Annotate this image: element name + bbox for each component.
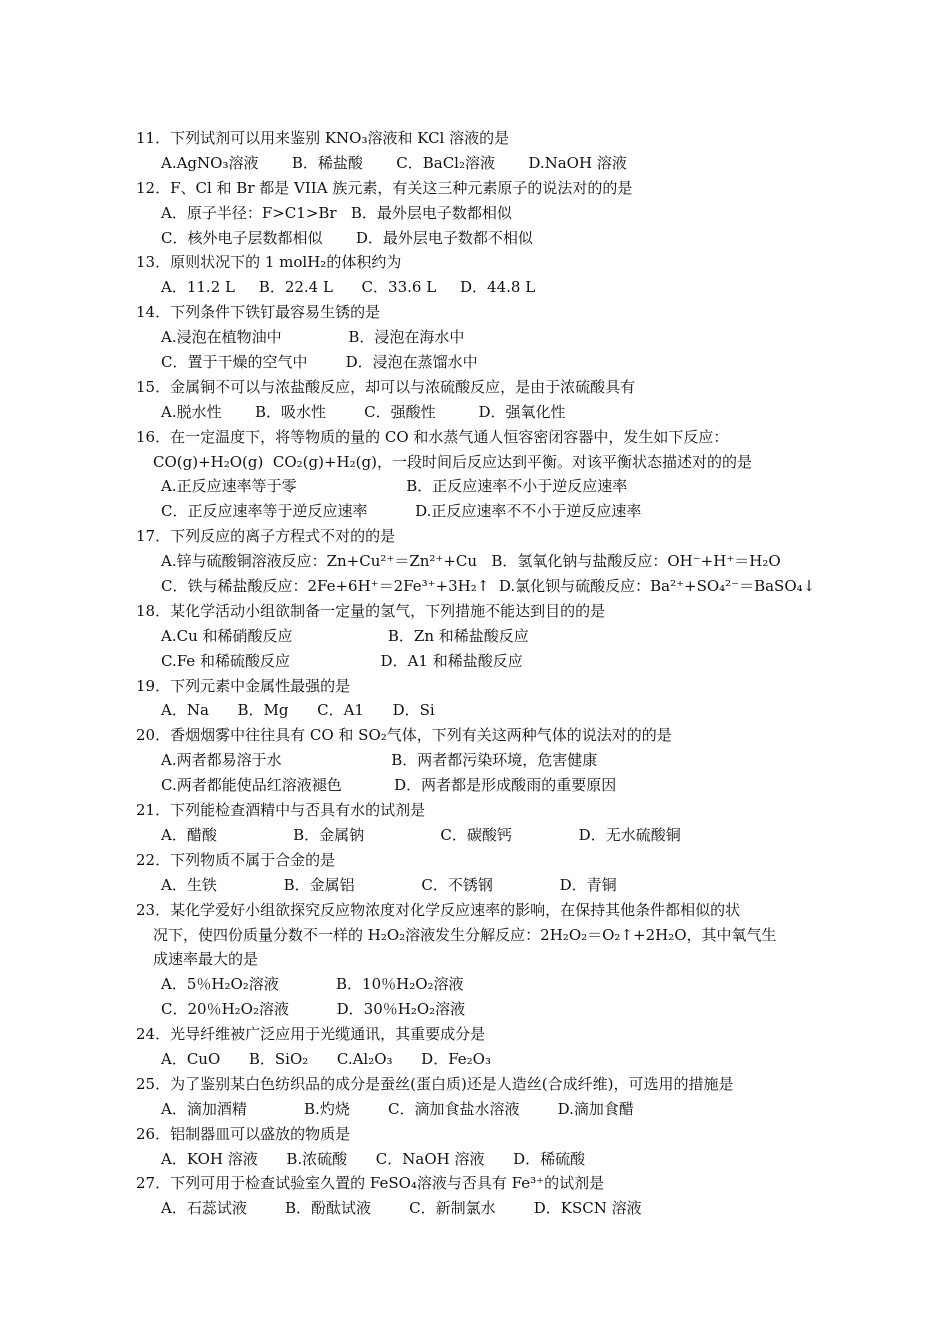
question-stem: 11．下列试剂可以用来鉴别 KNO₃溶液和 KCl 溶液的是 xyxy=(136,129,510,147)
question-line: A．11.2 L B．22.4 L C．33.6 L D．44.8 L xyxy=(161,278,536,297)
question-line: C.两者都能使品红溶液褪色 D．两者都是形成酸雨的重要原因 xyxy=(161,776,617,795)
question-line: 成速率最大的是 xyxy=(153,950,259,969)
question-stem: 12．F、Cl 和 Br 都是 VIIA 族元素，有关这三种元素原子的说法对的的是 xyxy=(136,178,633,197)
question-list xyxy=(136,126,836,1221)
question-line: A.正反应速率等于零 B．正反应速率不小于逆反应速率 xyxy=(161,477,628,496)
question-line: A．Na B．Mg C．A1 D．Si xyxy=(161,701,435,720)
question-stem: 27．下列可用于检查试验室久置的 FeSO₄溶液与否具有 Fe³⁺的试剂是 xyxy=(136,1174,605,1193)
question-line: C.Fe 和稀硫酸反应 D．A1 和稀盐酸反应 xyxy=(161,651,523,670)
question-stem: 16．在一定温度下，将等物质的量的 CO 和水蒸气通人恒容密闭容器中，发生如下反应： xyxy=(136,427,729,446)
question-line: A．原子半径：F>C1>Br B．最外层电子数都相似 xyxy=(161,203,512,222)
question-stem: 18．某化学活动小组欲制备一定量的氢气，下列措施不能达到目的的是 xyxy=(136,601,606,620)
question-stem: 19．下列元素中金属性最强的是 xyxy=(136,676,351,695)
question-line: A．KOH 溶液 B.浓硫酸 C．NaOH 溶液 D．稀硫酸 xyxy=(161,1149,586,1168)
question-line: A.锌与硫酸铜溶液反应：Zn+Cu²⁺＝Zn²⁺+Cu B．氢氧化钠与盐酸反应：OH⁻+H⁺＝H₂O xyxy=(161,552,781,571)
question-line: A．石蕊试液 B．酚酞试液 C．新制氯水 D．KSCN 溶液 xyxy=(161,1199,642,1218)
question-stem: 23．某化学爱好小组欲探究反应物浓度对化学反应速率的影响，在保持其他条件都相似的状 xyxy=(136,900,741,919)
question-line: A.两者都易溶于水 B．两者都污染环境，危害健康 xyxy=(161,751,598,770)
question-line: CO(g)+H₂O(g) CO₂(g)+H₂(g)，一段时间后反应达到平衡。对该平衡状态描述对的的是 xyxy=(153,452,752,471)
question-line: A．滴加酒精 B.灼烧 C．滴加食盐水溶液 D.滴加食醋 xyxy=(161,1099,634,1118)
question-line: C．20％H₂O₂溶液 D．30％H₂O₂溶液 xyxy=(161,1000,466,1019)
question-line: A.脱水性 B．吸水性 C．强酸性 D．强氧化性 xyxy=(161,402,566,421)
question-stem: 21．下列能检查酒精中与否具有水的试剂是 xyxy=(136,801,426,820)
question-line: C．铁与稀盐酸反应：2Fe+6H⁺＝2Fe³⁺+3H₂↑ D.氯化钡与硫酸反应：Ba²⁺+SO₄²⁻＝BaSO₄↓ xyxy=(161,577,816,596)
question-stem: 15．金属铜不可以与浓盐酸反应，却可以与浓硫酸反应，是由于浓硫酸具有 xyxy=(136,377,636,396)
question-line: A.浸泡在植物油中 B．浸泡在海水中 xyxy=(161,328,465,347)
question-line: A．CuO B．SiO₂ C.Al₂O₃ D．Fe₂O₃ xyxy=(161,1049,491,1068)
question-line: A.AgNO₃溶液 B．稀盐酸 C．BaCl₂溶液 D.NaOH 溶液 xyxy=(161,153,627,172)
question-line: A．5％H₂O₂溶液 B．10％H₂O₂溶液 xyxy=(161,975,464,994)
question-line: A.Cu 和稀硝酸反应 B．Zn 和稀盐酸反应 xyxy=(161,626,529,645)
question-stem: 26．铝制器皿可以盛放的物质是 xyxy=(136,1124,351,1143)
question-stem: 25．为了鉴别某白色纺织品的成分是蚕丝(蛋白质)还是人造丝(合成纤维)，可选用的措施是 xyxy=(136,1074,734,1093)
question-line: C．正反应速率等于逆反应速率 D.正反应速率不不小于逆反应速率 xyxy=(161,502,642,521)
question-line: 况下，使四份质量分数不一样的 H₂O₂溶液发生分解反应：2H₂O₂＝O₂↑+2H₂O，其中氧气生 xyxy=(153,925,777,944)
question-stem: 22．下列物质不属于合金的是 xyxy=(136,850,336,869)
question-line: A．生铁 B．金属铝 C．不锈钢 D．青铜 xyxy=(161,875,617,894)
question-line: C．核外电子层数都相似 D．最外层电子数都不相似 xyxy=(161,228,533,247)
question-stem: 17．下列反应的离子方程式不对的的是 xyxy=(136,527,396,546)
question-stem: 13．原则状况下的 1 molH₂的体积约为 xyxy=(136,253,402,272)
question-stem: 14．下列条件下铁钉最容易生锈的是 xyxy=(136,303,381,322)
question-stem: 20．香烟烟雾中往往具有 CO 和 SO₂气体，下列有关这两种气体的说法对的的是 xyxy=(136,726,672,745)
question-line: C．置于干燥的空气中 D．浸泡在蒸馏水中 xyxy=(161,353,478,372)
question-stem: 24．光导纤维被广泛应用于光缆通讯，其重要成分是 xyxy=(136,1025,486,1044)
question-line: A．醋酸 B．金属钠 C．碳酸钙 D．无水硫酸铜 xyxy=(161,825,681,844)
